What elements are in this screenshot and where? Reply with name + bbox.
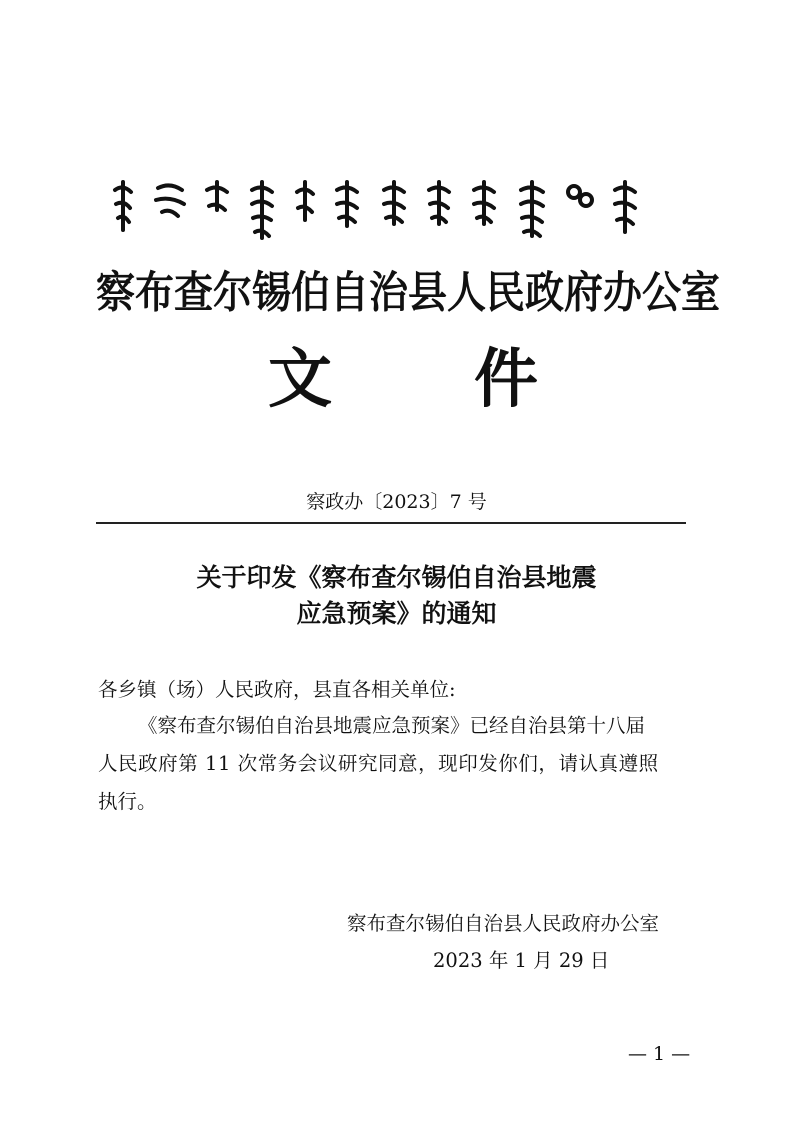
- document-number: 察政办〔2023〕7 号: [306, 491, 487, 513]
- document-title-line-2: 应急预案》的通知: [296, 599, 497, 628]
- body-paragraph-line-2: 人民政府第 11 次常务会议研究同意，现印发你们，请认真遵照: [98, 752, 659, 775]
- document-type-heading: [268, 328, 538, 420]
- page-number: — 1 —: [628, 1043, 691, 1065]
- body-paragraph-line-1: 《察布查尔锡伯自治县地震应急预案》已经自治县第十八届: [138, 714, 646, 737]
- signature-date: 2023 年 1 月 29 日: [433, 949, 610, 972]
- salutation: 各乡镇（场）人民政府，县直各相关单位:: [98, 678, 456, 701]
- document-type-char: 件: [474, 343, 538, 417]
- header-divider: [96, 522, 686, 524]
- issuing-office-name: 察布查尔锡伯自治县人民政府办公室: [96, 268, 721, 319]
- signature-office: 察布查尔锡伯自治县人民政府办公室: [347, 912, 660, 935]
- mongolian-script-logo: [110, 180, 640, 260]
- body-paragraph-line-3: 执行。: [98, 790, 157, 813]
- document-type-char: 文: [268, 343, 332, 417]
- document-title-line-1: 关于印发《察布查尔锡伯自治县地震: [196, 563, 597, 592]
